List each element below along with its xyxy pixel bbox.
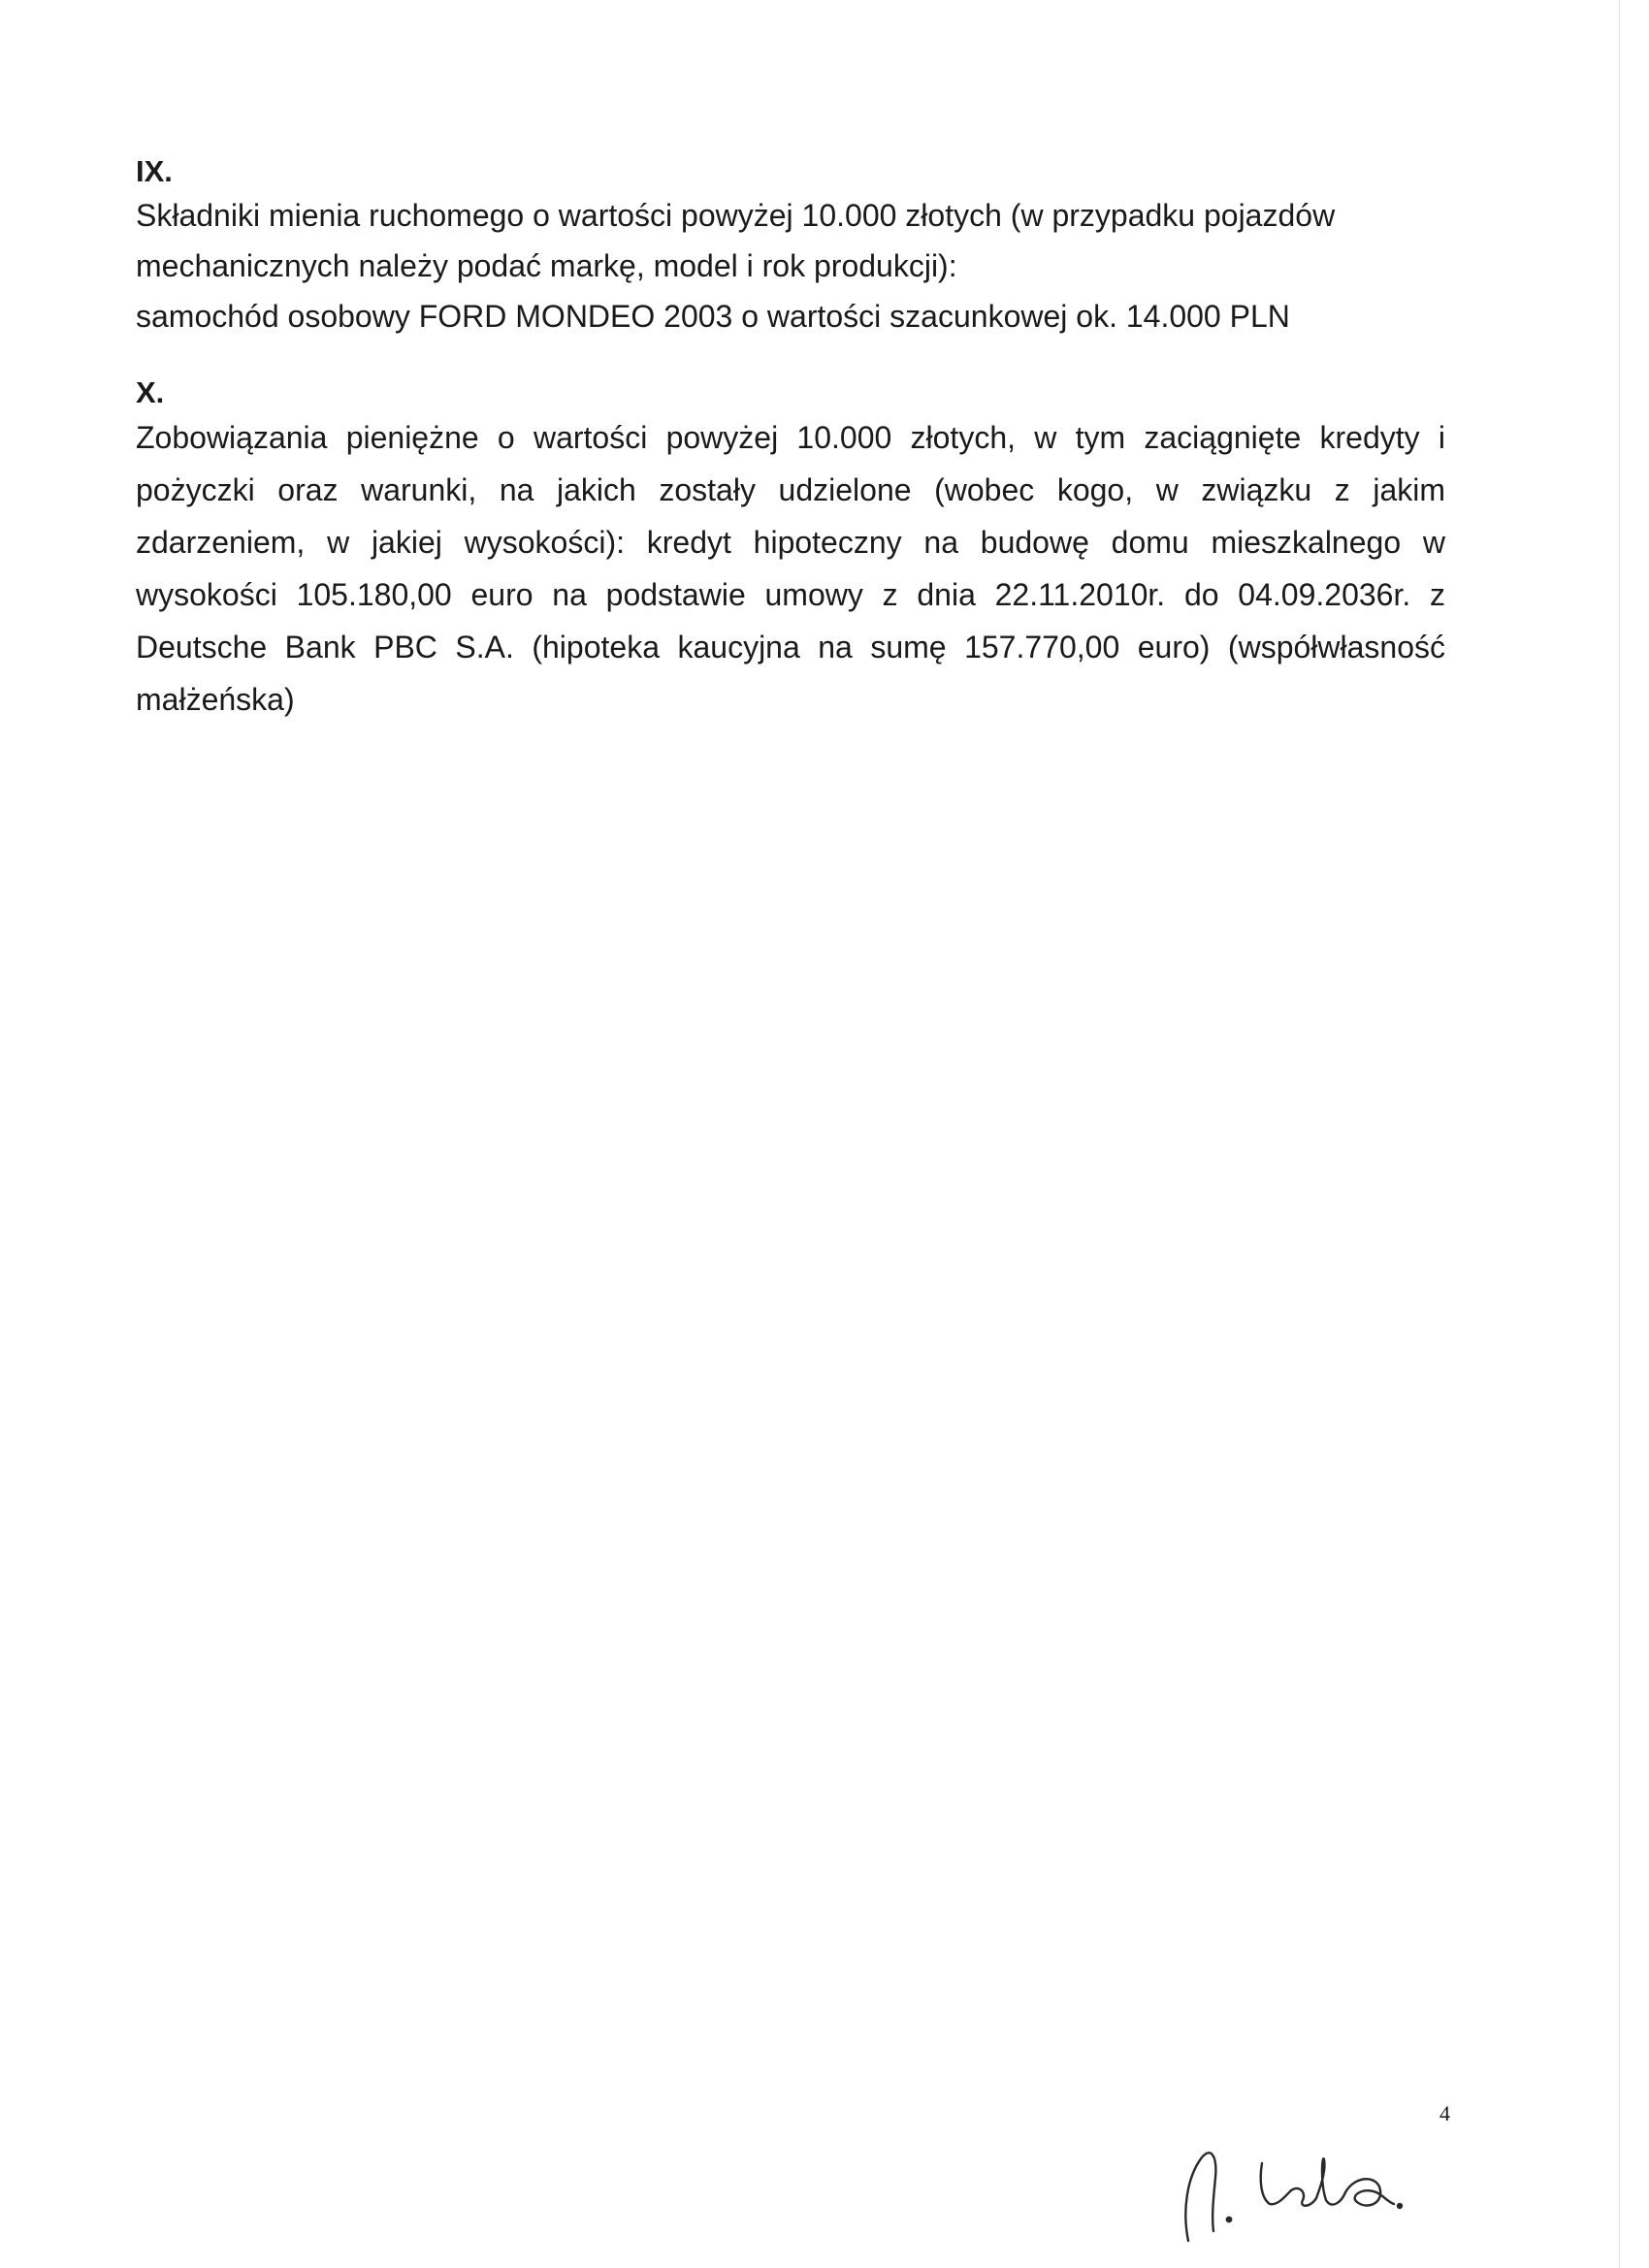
scan-edge-line	[1619, 0, 1620, 2268]
section-ix	[136, 155, 1445, 341]
section-text-line: Składniki mienia ruchomego o wartości powyżej 10.000 złotych (w przypadku pojazdów	[136, 198, 1336, 233]
section-heading: IX.	[136, 154, 173, 188]
section-paragraph: Zobowiązania pieniężne o wartości powyżej 10.000 złotych, w tym zaciągnięte kredyty i pożyczki oraz warunki, na jakich zostały udzielone (wobec kogo, w związku z jakim zdarzeniem, w jakiej wysokości): kredyt hipoteczny na budowę domu mieszkalnego w wysokości 105.180,00 euro na podstawie umowy z dnia 22.11.2010r. do 04.09.2036r. z Deutsche Bank PBC S.A. (hipoteka kaucyjna na sumę 157.770,00 euro) (współwłasność małżeńska)	[136, 420, 1445, 717]
section-text-line: mechanicznych należy podać markę, model i rok produkcji):	[136, 248, 957, 283]
page-number: 4	[1439, 2101, 1450, 2125]
section-heading: X.	[136, 375, 165, 409]
section-x	[136, 376, 1445, 726]
signature-icon	[1169, 2124, 1460, 2251]
section-text-line: samochód osobowy FORD MONDEO 2003 o wartości szacunkowej ok. 14.000 PLN	[136, 299, 1290, 334]
